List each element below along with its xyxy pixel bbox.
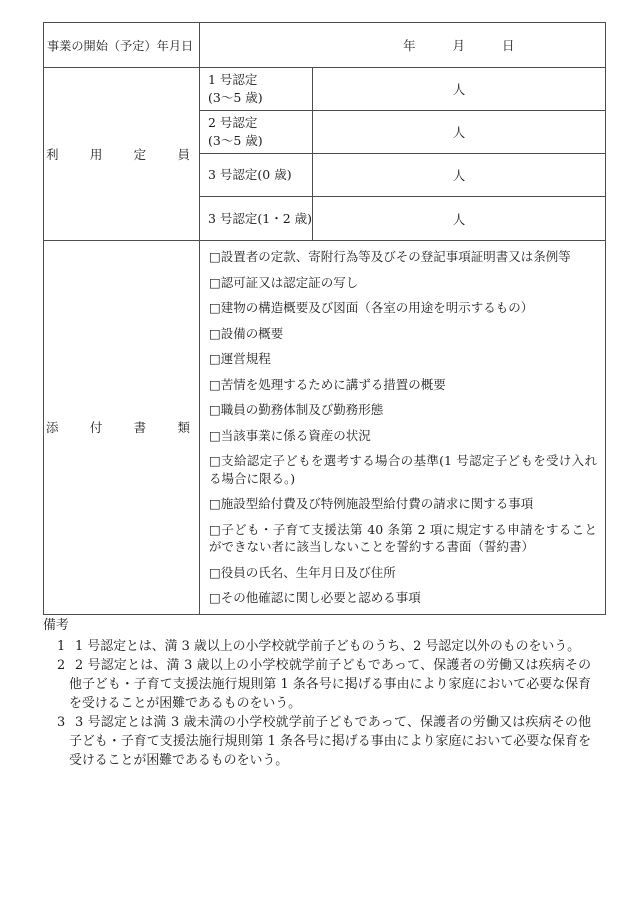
notes-section <box>43 616 591 770</box>
start-date-value-cell <box>200 23 606 68</box>
attachment-item: □設備の概要 <box>209 325 284 341</box>
attachments-row <box>44 241 606 615</box>
capacity-row-2-type <box>200 111 313 154</box>
note-text: 1 号認定とは、満 3 歳以上の小学校就学前子どものうち、2 号認定以外のものをいう。 <box>75 638 581 654</box>
notes-list <box>43 637 591 770</box>
start-date-value: 年 月 日 <box>403 38 519 53</box>
capacity-row-2-unit: 人 <box>313 111 606 154</box>
start-date-label: 事業の開始（予定）年月日 <box>44 23 200 68</box>
start-date-row <box>44 23 606 68</box>
attachment-item: □施設型給付費及び特例施設型給付費の請求に関する事項 <box>209 496 534 511</box>
attachment-item: □その他確認に関し必要と認める事項 <box>209 590 421 605</box>
attachments-list <box>200 241 606 615</box>
note-text: 3 号認定とは満 3 歳未満の小学校就学前子どもであって、保護者の労働又は疾病その他子ども・子育て支援法施行規則第 1 条各号に掲げる事由により家庭において必要な保育を受けることが困難であるものをいう。 <box>69 714 591 768</box>
attachment-item: □運営規程 <box>209 351 271 366</box>
attachment-item: □建物の構造概要及び図面（各室の用途を明示するもの） <box>209 300 534 315</box>
note-text: 2 号認定とは、満 3 歳以上の小学校就学前子どもであって、保護者の労働又は疾病その他子ども・子育て支援法施行規則第 1 条各号に掲げる事由により家庭において必要な保育を受けることが困難であるものをいう。 <box>69 657 591 711</box>
capacity-row-1-type <box>200 68 313 111</box>
attachment-item: □認可証又は認定証の写し <box>209 274 359 290</box>
capacity-row-4-type: 3 号認定(1・2 歳) <box>200 197 313 241</box>
capacity-row-3-unit: 人 <box>313 154 606 197</box>
attachment-item: □職員の勤務体制及び勤務形態 <box>209 402 384 417</box>
capacity-row <box>44 68 606 111</box>
note-number: 1 <box>57 638 66 654</box>
notes-title: 備考 <box>43 617 69 633</box>
attachment-item: □苦情を処理するために講ずる措置の概要 <box>209 376 446 392</box>
document-page <box>43 22 605 770</box>
capacity-row-1-unit: 人 <box>313 68 606 111</box>
capacity-type-text: 2 号認定 <box>208 115 258 130</box>
attachment-item: □子ども・子育て支援法第 40 条第 2 項に規定する申請をすることができない者に該当しないことを誓約する書面（誓約書） <box>209 521 598 554</box>
capacity-type-text: 1 号認定 <box>208 72 258 87</box>
note-item <box>43 637 591 656</box>
capacity-row-4-unit: 人 <box>313 197 606 241</box>
note-number: 2 <box>57 657 66 673</box>
capacity-label: 利 用 定 員 <box>44 68 200 241</box>
note-item <box>43 656 591 713</box>
application-form-table <box>43 22 606 615</box>
capacity-age-text: (3～5 歳) <box>208 133 263 148</box>
attachments-label: 添 付 書 類 <box>44 241 200 615</box>
capacity-age-text: (3～5 歳) <box>208 90 263 105</box>
attachment-item: □支給認定子どもを選考する場合の基準(1 号認定子どもを受け入れる場合に限る。) <box>209 453 598 486</box>
note-item <box>43 713 591 770</box>
attachment-item: □設置者の定款、寄附行為等及びその登記事項証明書又は条例等 <box>209 249 571 264</box>
note-number: 3 <box>57 714 66 730</box>
attachment-item: □役員の氏名、生年月日及び住所 <box>209 564 396 580</box>
attachment-item: □当該事業に係る資産の状況 <box>209 427 371 443</box>
capacity-row-3-type: 3 号認定(0 歳) <box>200 154 313 197</box>
